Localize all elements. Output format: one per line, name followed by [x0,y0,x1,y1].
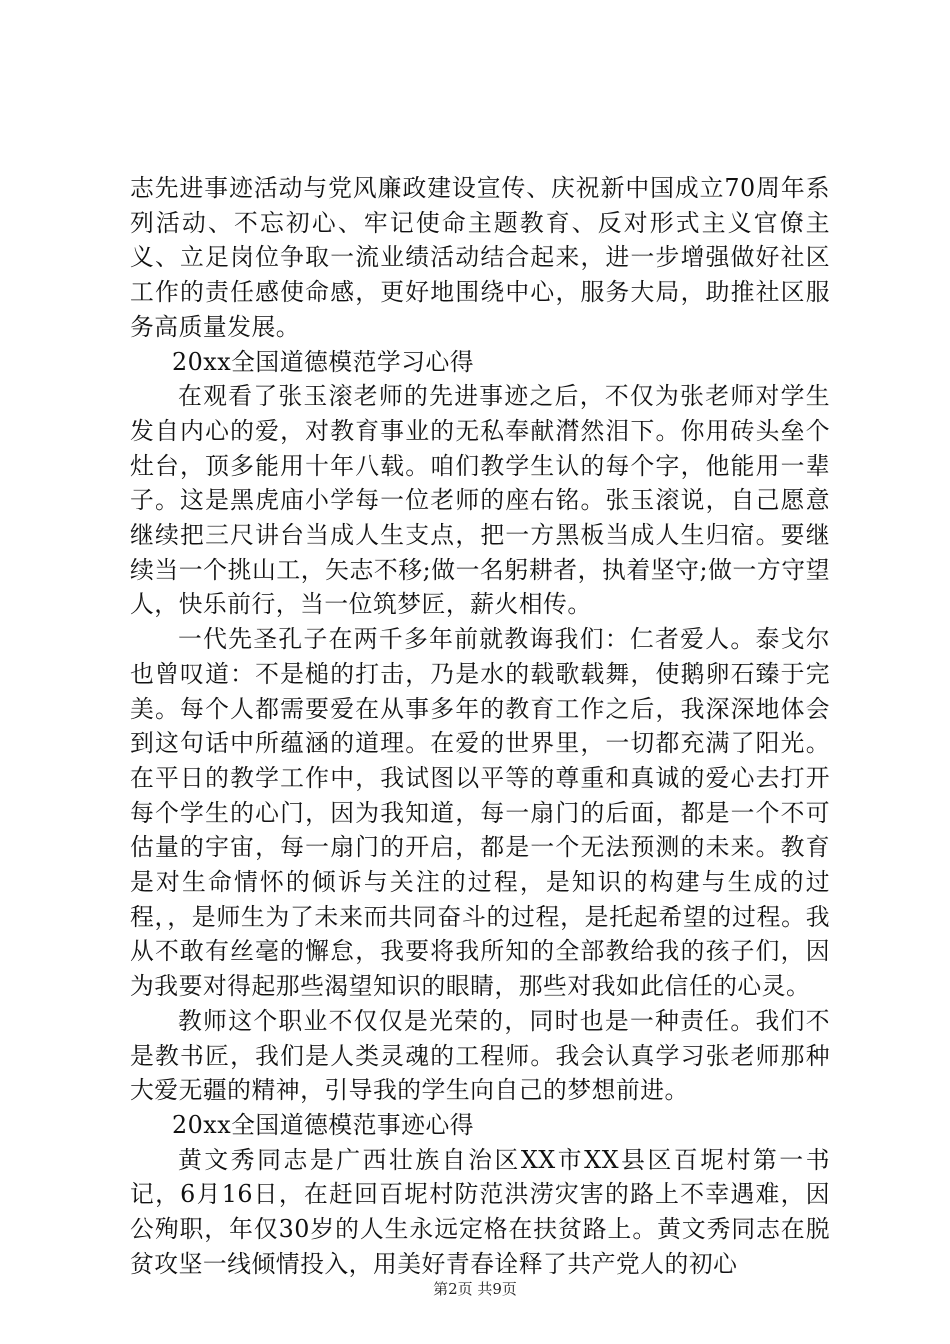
paragraph-huang-wenxiu: 黄文秀同志是广西壮族自治区XX市XX县区百坭村第一书记，6月16日，在赶回百坭村防范洪涝灾害的路上不幸遇难，因公殉职，年仅30岁的人生永远定格在扶贫路上。黄文秀同志在脱贫攻坚一线倾情投入，用美好青春诠释了共产党人的初心 [130,1145,830,1278]
section-heading-study: 20xx全国道德模范学习心得 [172,347,475,376]
paragraph-zhang-yugun: 在观看了张玉滚老师的先进事迹之后，不仅为张老师对学生发自内心的爱，对教育事业的无私奉献潸然泪下。你用砖头垒个灶台，顶多能用十年八载。咱们教学生认的每个字，他能用一辈子。这是黑虎庙小学每一位老师的座右铭。张玉滚说，自己愿意继续把三尺讲台当成人生支点，把一方黑板当成人生归宿。要继续当一个挑山工，矢志不移;做一名躬耕者，执着坚守;做一方守望人，快乐前行，当一位筑梦匠，薪火相传。 [130,382,830,619]
page-footer: 第2页 共9页 [433,1280,517,1298]
paragraph-confucius: 一代先圣孔子在两千多年前就教诲我们：仁者爱人。泰戈尔也曾叹道：不是槌的打击，乃是水的载歌载舞，使鹅卵石臻于完美。每个人都需要爱在从事多年的教育工作之后，我深深地体会到这句话中所蕴涵的道理。在爱的世界里，一切都充满了阳光。在平日的教学工作中，我试图以平等的尊重和真诚的爱心去打开每个学生的心门，因为我知道，每一扇门的后面，都是一个不可估量的宇宙，每一扇门的开启，都是一个无法预测的未来。教育是对生命情怀的倾诉与关注的过程，是知识的构建与生成的过程，，是师生为了未来而共同奋斗的过程，是托起希望的过程。我从不敢有丝毫的懈怠，我要将我所知的全部教给我的孩子们，因为我要对得起那些渴望知识的眼睛，那些对我如此信任的心灵。 [130,625,830,1001]
document-body [130,171,830,1282]
section-heading-deeds: 20xx全国道德模范事迹心得 [172,1110,475,1139]
paragraph-teacher-duty: 教师这个职业不仅仅是光荣的，同时也是一种责任。我们不是教书匠，我们是人类灵魂的工程师。我会认真学习张老师那种大爱无疆的精神，引导我的学生向自己的梦想前进。 [130,1006,830,1105]
paragraph-continuation: 志先进事迹活动与党风廉政建设宣传、庆祝新中国成立70周年系列活动、不忘初心、牢记使命主题教育、反对形式主义官僚主义、立足岗位争取一流业绩活动结合起来，进一步增强做好社区工作的责任感使命感，更好地围绕中心，服务大局，助推社区服务高质量发展。 [130,174,830,341]
